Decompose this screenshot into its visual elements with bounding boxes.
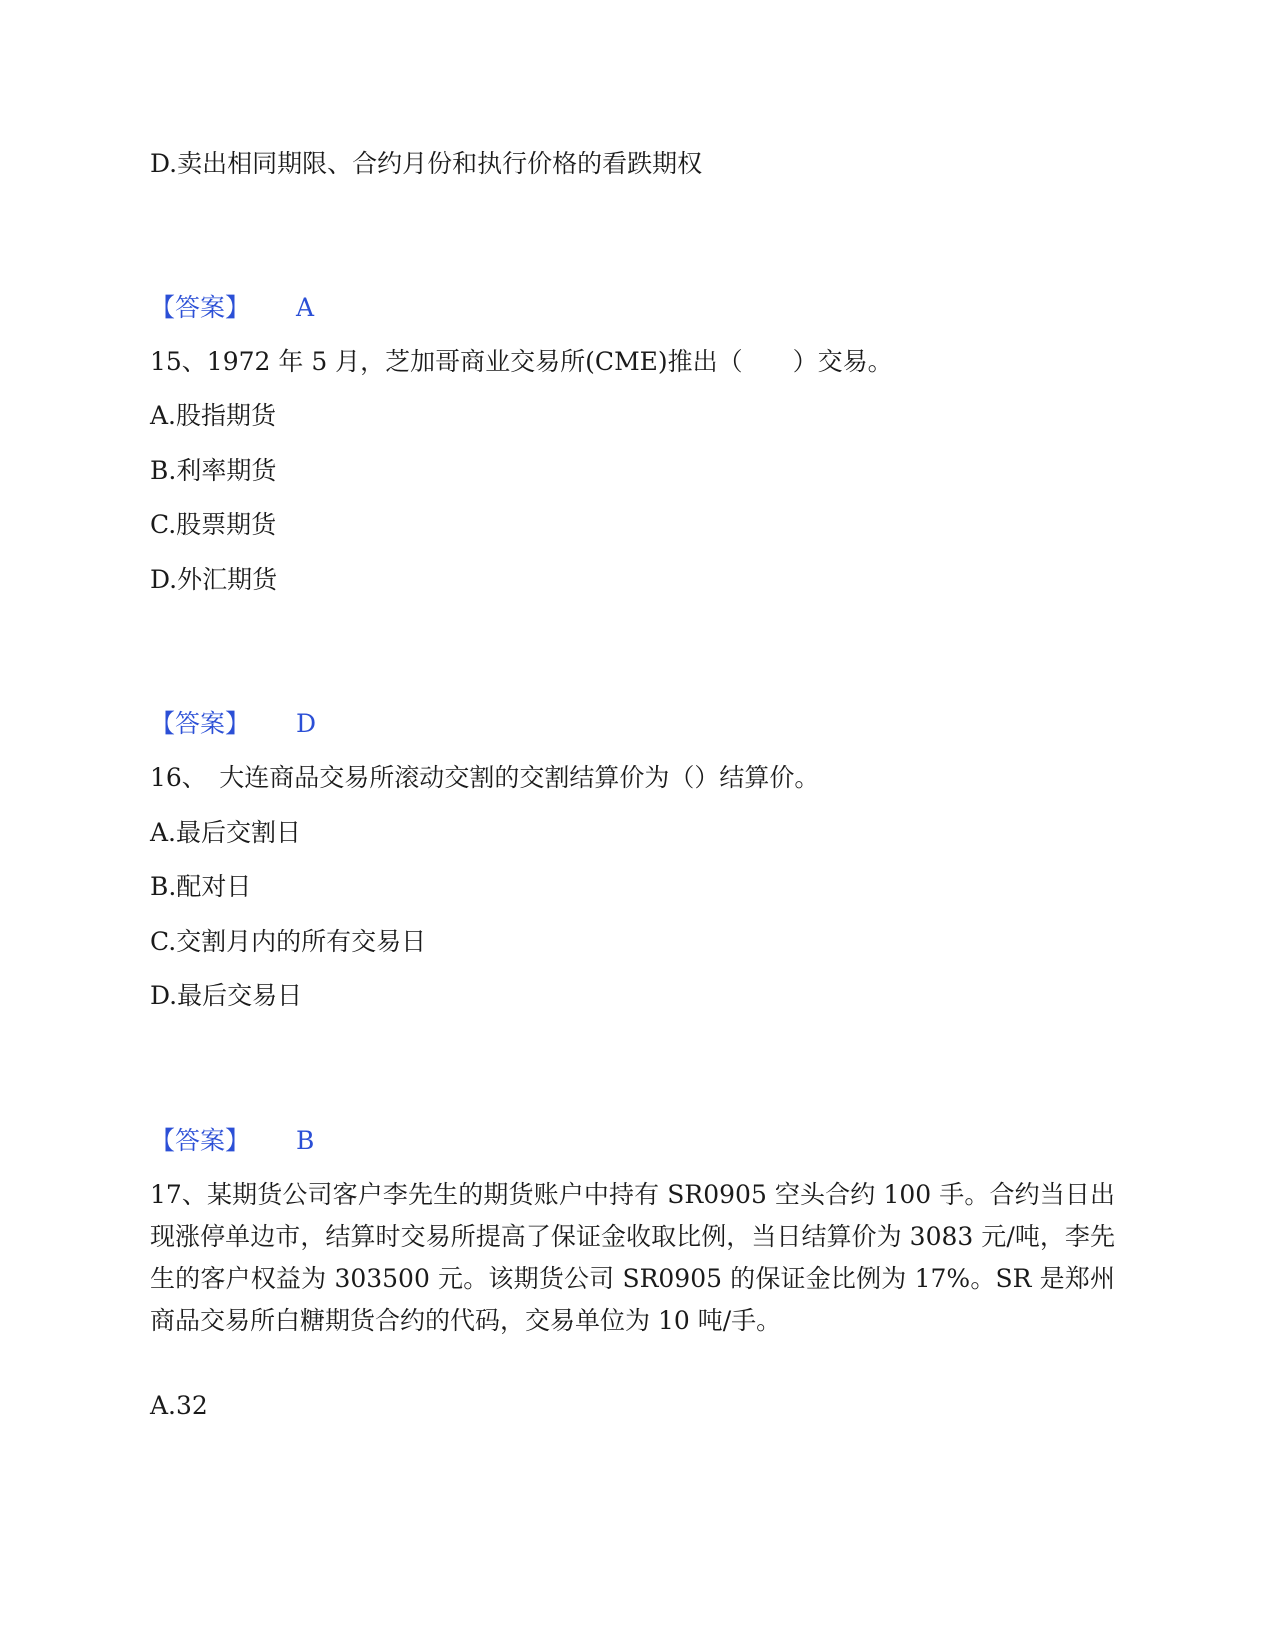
answer-q16 <box>150 1125 314 1157</box>
q15-option-a: A.股指期货 <box>150 401 277 430</box>
answer-value: D <box>296 709 317 738</box>
q15-option-d: D.外汇期货 <box>150 565 278 594</box>
answer-q14 <box>150 292 314 324</box>
answer-q15 <box>150 708 316 740</box>
answer-tag: 【答案】 <box>150 709 251 738</box>
q17-stem: 17、某期货公司客户李先生的期货账户中持有 SR0905 空头合约 100 手。合约当日出现涨停单边市，结算时交易所提高了保证金收取比例，当日结算价为 3083 元/吨，李先生的客户权益为 303500 元。该期货公司 SR0905 的保证金比例为 17%。SR 是郑州商品交易所白糖期货合约的代码，交易单位为 10 吨/手。 <box>150 1180 1115 1335</box>
q16-option-a: A.最后交割日 <box>150 818 302 847</box>
answer-value: B <box>296 1126 315 1155</box>
answer-tag: 【答案】 <box>150 1126 251 1155</box>
q15-option-c: C.股票期货 <box>150 510 277 539</box>
q16-option-b: B.配对日 <box>150 872 252 901</box>
q15-stem: 15、1972 年 5 月，芝加哥商业交易所(CME)推出（ ）交易。 <box>150 347 893 376</box>
answer-value: A <box>296 293 315 322</box>
q16-option-d: D.最后交易日 <box>150 981 303 1010</box>
q17-option-a: A.32 <box>150 1391 208 1420</box>
answer-tag: 【答案】 <box>150 293 251 322</box>
q15-option-b: B.利率期货 <box>150 456 277 485</box>
q16-stem: 16、 大连商品交易所滚动交割的交割结算价为（）结算价。 <box>150 763 820 792</box>
q14-option-d: D.卖出相同期限、合约月份和执行价格的看跌期权 <box>150 149 703 178</box>
q16-option-c: C.交割月内的所有交易日 <box>150 927 427 956</box>
